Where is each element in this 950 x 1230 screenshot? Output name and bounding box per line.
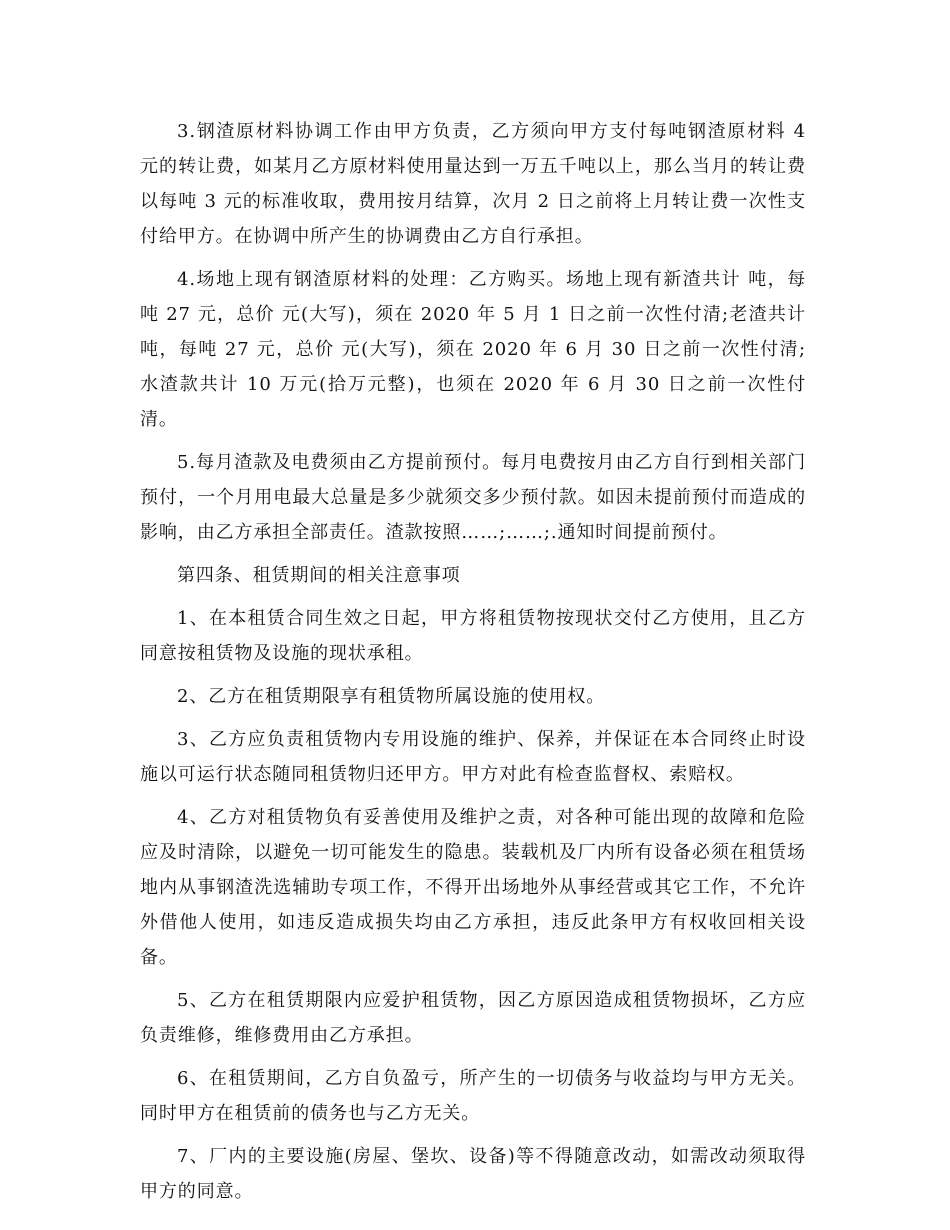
paragraph-item-5: 5、乙方在租赁期限内应爱护租赁物，因乙方原因造成租赁物损坏，乙方应负责维修，维修费用由乙方承担。: [140, 990, 806, 1046]
paragraph-item-7: 7、厂内的主要设施(房屋、堡坎、设备)等不得随意改动，如需改动须取得甲方的同意。: [140, 1146, 806, 1202]
paragraph-clause-4-existing-slag: 4.场地上现有钢渣原材料的处理：乙方购买。场地上现有新渣共计 吨，每吨 27 元，总价 元(大写)，须在 2020 年 5 月 1 日之前一次性付清;老渣共计 吨，每吨 27 元，总价 元(大写)，须在 2020 年 6 月 30 日之前一次性付清;水渣款共计 10 万元(拾万元整)，也须在 2020 年 6 月 30 日之前一次性付清。: [140, 269, 806, 430]
paragraph-item-6: 6、在租赁期间，乙方自负盈亏，所产生的一切债务与收益均与甲方无关。同时甲方在租赁前的债务也与乙方无关。: [140, 1068, 806, 1124]
paragraph-item-2: 2、乙方在租赁期限享有租赁物所属设施的使用权。: [177, 686, 606, 707]
document-body: [140, 114, 806, 1217]
paragraph-item-3: 3、乙方应负责租赁物内专用设施的维护、保养，并保证在本合同终止时设施以可运行状态随同租赁物归还甲方。甲方对此有检查监督权、索赔权。: [140, 729, 806, 785]
section-heading-article-4: 第四条、租赁期间的相关注意事项: [177, 565, 461, 586]
paragraph-item-1: 1、在本租赁合同生效之日起，甲方将租赁物按现状交付乙方使用，且乙方同意按租赁物及设施的现状承租。: [140, 608, 806, 664]
paragraph-item-4: 4、乙方对租赁物负有妥善使用及维护之责，对各种可能出现的故障和危险应及时清除，以避免一切可能发生的隐患。装载机及厂内所有设备必须在租赁场地内从事钢渣洗选辅助专项工作，不得开出场地外从事经营或其它工作，不允许外借他人使用，如违反造成损失均由乙方承担，违反此条甲方有权收回相关设备。: [140, 807, 806, 968]
paragraph-clause-3-slag-transfer-fee: 3.钢渣原材料协调工作由甲方负责，乙方须向甲方支付每吨钢渣原材料 4 元的转让费，如某月乙方原材料使用量达到一万五千吨以上，那么当月的转让费以每吨 3 元的标准收取，费用按月结算，次月 2 日之前将上月转让费一次性支付给甲方。在协调中所产生的协调费由乙方自行承担。: [140, 121, 806, 247]
paragraph-clause-5-prepayment: 5.每月渣款及电费须由乙方提前预付。每月电费按月由乙方自行到相关部门预付，一个月用电最大总量是多少就须交多少预付款。如因未提前预付而造成的影响，由乙方承担全部责任。渣款按照……;……;.通知时间提前预付。: [140, 452, 806, 543]
